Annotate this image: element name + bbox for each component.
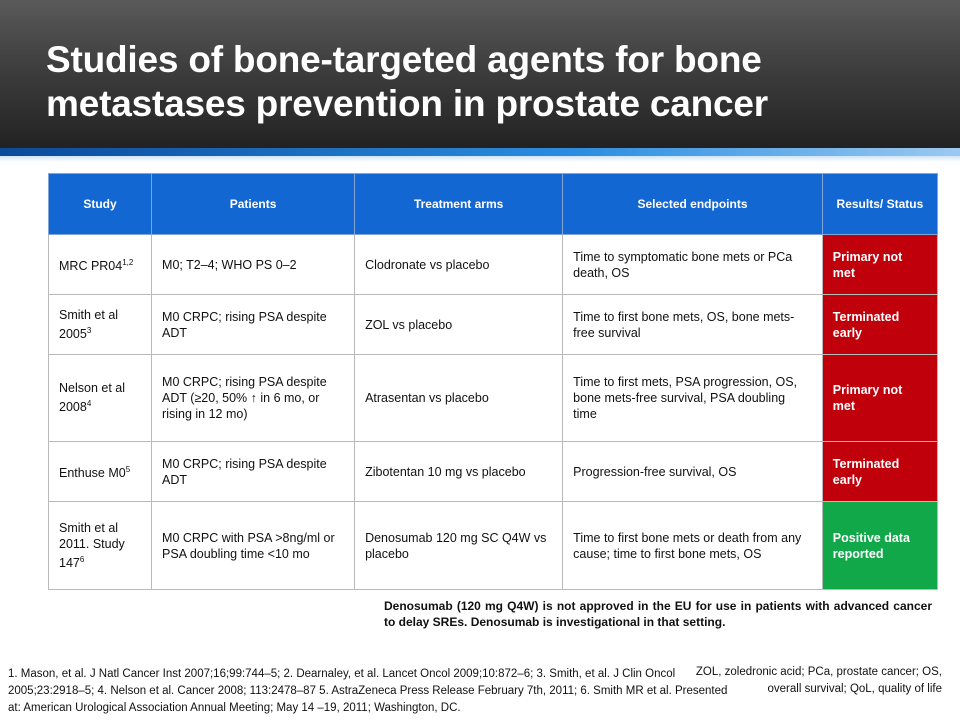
cell-study: Smith et al 2011. Study $147^6$ [49,502,152,590]
cell-treatment-arms: ZOL vs placebo [355,295,563,355]
cell-endpoints: Time to first mets, PSA progression, OS, bone mets-free survival, PSA doubling time [563,355,823,442]
table-header-row [49,174,938,235]
cell-study: Nelson et al 2008$^4$ [49,355,152,442]
cell-patients: M0 CRPC; rising PSA despite ADT [152,442,355,502]
cell-patients: M0; T2–4; WHO PS 0–2 [152,235,355,295]
table-row [49,235,938,295]
study-ref: 5 [125,464,131,474]
slide-title: Studies of bone-targeted agents for bone metastases prevention in prostate cancer [46,39,769,124]
status-badge: Terminated early [822,442,937,502]
cell-endpoints: Time to first bone mets or death from any cause; time to first bone mets, OS [563,502,823,590]
cell-endpoints: Time to first bone mets, OS, bone mets-free survival [563,295,823,355]
study-ref: 6 [79,554,85,564]
status-badge: Positive data reported [822,502,937,590]
study-ref: 4 [86,399,92,409]
study-ref: 3 [86,325,92,335]
header-study: Study [49,174,152,235]
header-treatment-arms: Treatment arms [355,174,563,235]
cell-study: Enthuse $M0^5$ [49,442,152,502]
header-patients: Patients [152,174,355,235]
table-row [49,355,938,442]
accent-band [0,148,960,156]
cell-study: MRC PR04$^{1,2}$ [49,235,152,295]
study-ref: 1,2 [122,257,134,267]
denosumab-disclaimer: Denosumab (120 mg Q4W) is not approved in the EU for use in patients with advanced cancer to delay SREs. Denosumab is investigational in that setting. [384,599,932,629]
cell-patients: M0 CRPC with PSA >8ng/ml or PSA doubling time <10 mo [152,502,355,590]
studies-table [48,173,938,590]
table-row [49,502,938,590]
table-row [49,295,938,355]
cell-treatment-arms: Clodronate vs placebo [355,235,563,295]
cell-endpoints: Progression-free survival, OS [563,442,823,502]
accent-fade [0,156,960,162]
header-results-status: Results/ Status [822,174,937,235]
status-badge: Terminated early [822,295,937,355]
header-selected-endpoints: Selected endpoints [563,174,823,235]
cell-treatment-arms: Atrasentan vs placebo [355,355,563,442]
cell-patients: M0 CRPC; rising PSA despite ADT (≥20, 50% ↑ in 6 mo, or rising in 12 mo) [152,355,355,442]
cell-treatment-arms: Zibotentan 10 mg vs placebo [355,442,563,502]
table-row [49,442,938,502]
cell-study: Smith et al 2005$^3$ [49,295,152,355]
cell-treatment-arms: Denosumab 120 mg SC Q4W vs placebo [355,502,563,590]
references: 1. Mason, et al. J Natl Cancer Inst 2007;16;99:744–5; 2. Dearnaley, et al. Lancet Oncol 2009;10:872–6; 3. Smith, et al. J Clin Oncol 2005;23:2918–5; 4. Nelson et al. Cancer 2008; 113:2478–87 5. AstraZeneca Press Release February 7th, 2011; 6. Smith MR et al. Presented at: American Urological Association Annual Meeting; May 14 –19, 2011; Washington, DC. [8,668,728,714]
status-badge: Primary not met [822,235,937,295]
abbreviations: ZOL, zoledronic acid; PCa, prostate cancer; OS, overall survival; QoL, quality of life [695,666,942,695]
cell-patients: M0 CRPC; rising PSA despite ADT [152,295,355,355]
cell-endpoints: Time to symptomatic bone mets or PCa death, OS [563,235,823,295]
status-badge: Primary not met [822,355,937,442]
